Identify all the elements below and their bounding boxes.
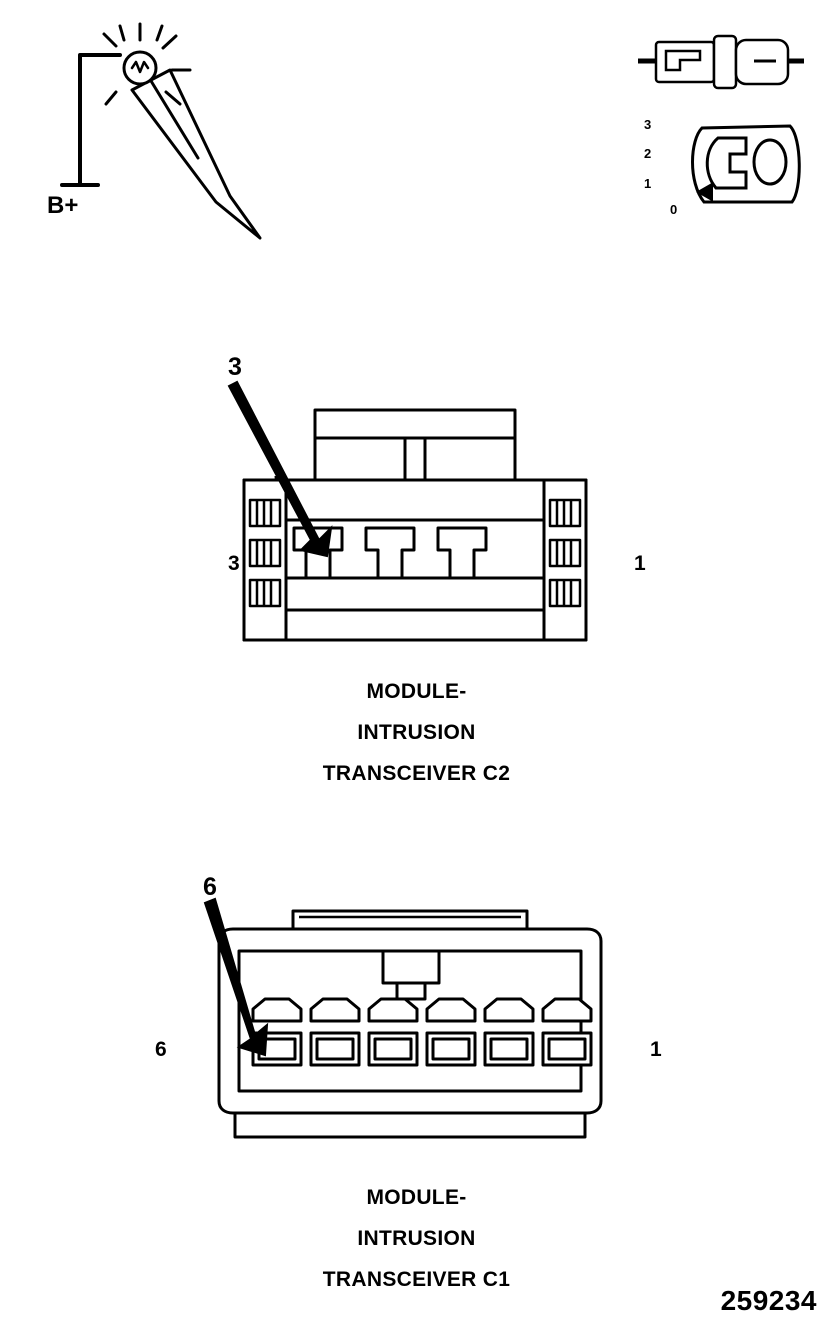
- b-plus-label: B+: [47, 192, 79, 219]
- figure-id-number: 259234: [720, 1285, 817, 1316]
- c2-right-pin-label: 1: [634, 552, 646, 575]
- c2-caption-line-2: INTRUSION: [357, 720, 476, 744]
- ignition-key-switch-icon: [644, 110, 810, 230]
- callout-label-c2: 3: [228, 353, 242, 381]
- c1-right-pin-label: 1: [650, 1038, 662, 1061]
- switch-position-3: 3: [644, 117, 652, 132]
- switch-position-2: 2: [644, 146, 652, 161]
- c1-caption-line-1: MODULE-: [366, 1186, 467, 1209]
- callout-arrow-c2: [215, 350, 355, 570]
- c2-caption-line-1: MODULE-: [366, 680, 467, 703]
- switch-position-0: 0: [670, 202, 678, 217]
- c2-left-pin-label: 3: [228, 552, 240, 575]
- c1-caption-line-3: TRANSCEIVER C1: [322, 1267, 511, 1291]
- callout-arrow-c1: [195, 875, 315, 1075]
- callout-label-c1: 6: [203, 873, 217, 901]
- inline-connector-icon: [636, 28, 806, 98]
- switch-position-1: 1: [644, 176, 652, 191]
- c1-left-pin-label: 6: [155, 1038, 167, 1061]
- test-lamp-probe-icon: [20, 10, 320, 240]
- c1-caption-line-2: INTRUSION: [357, 1226, 476, 1250]
- connector-c1-caption: [0, 1178, 833, 1301]
- connector-c2-caption: [0, 672, 833, 795]
- c2-caption-line-3: TRANSCEIVER C2: [322, 761, 511, 785]
